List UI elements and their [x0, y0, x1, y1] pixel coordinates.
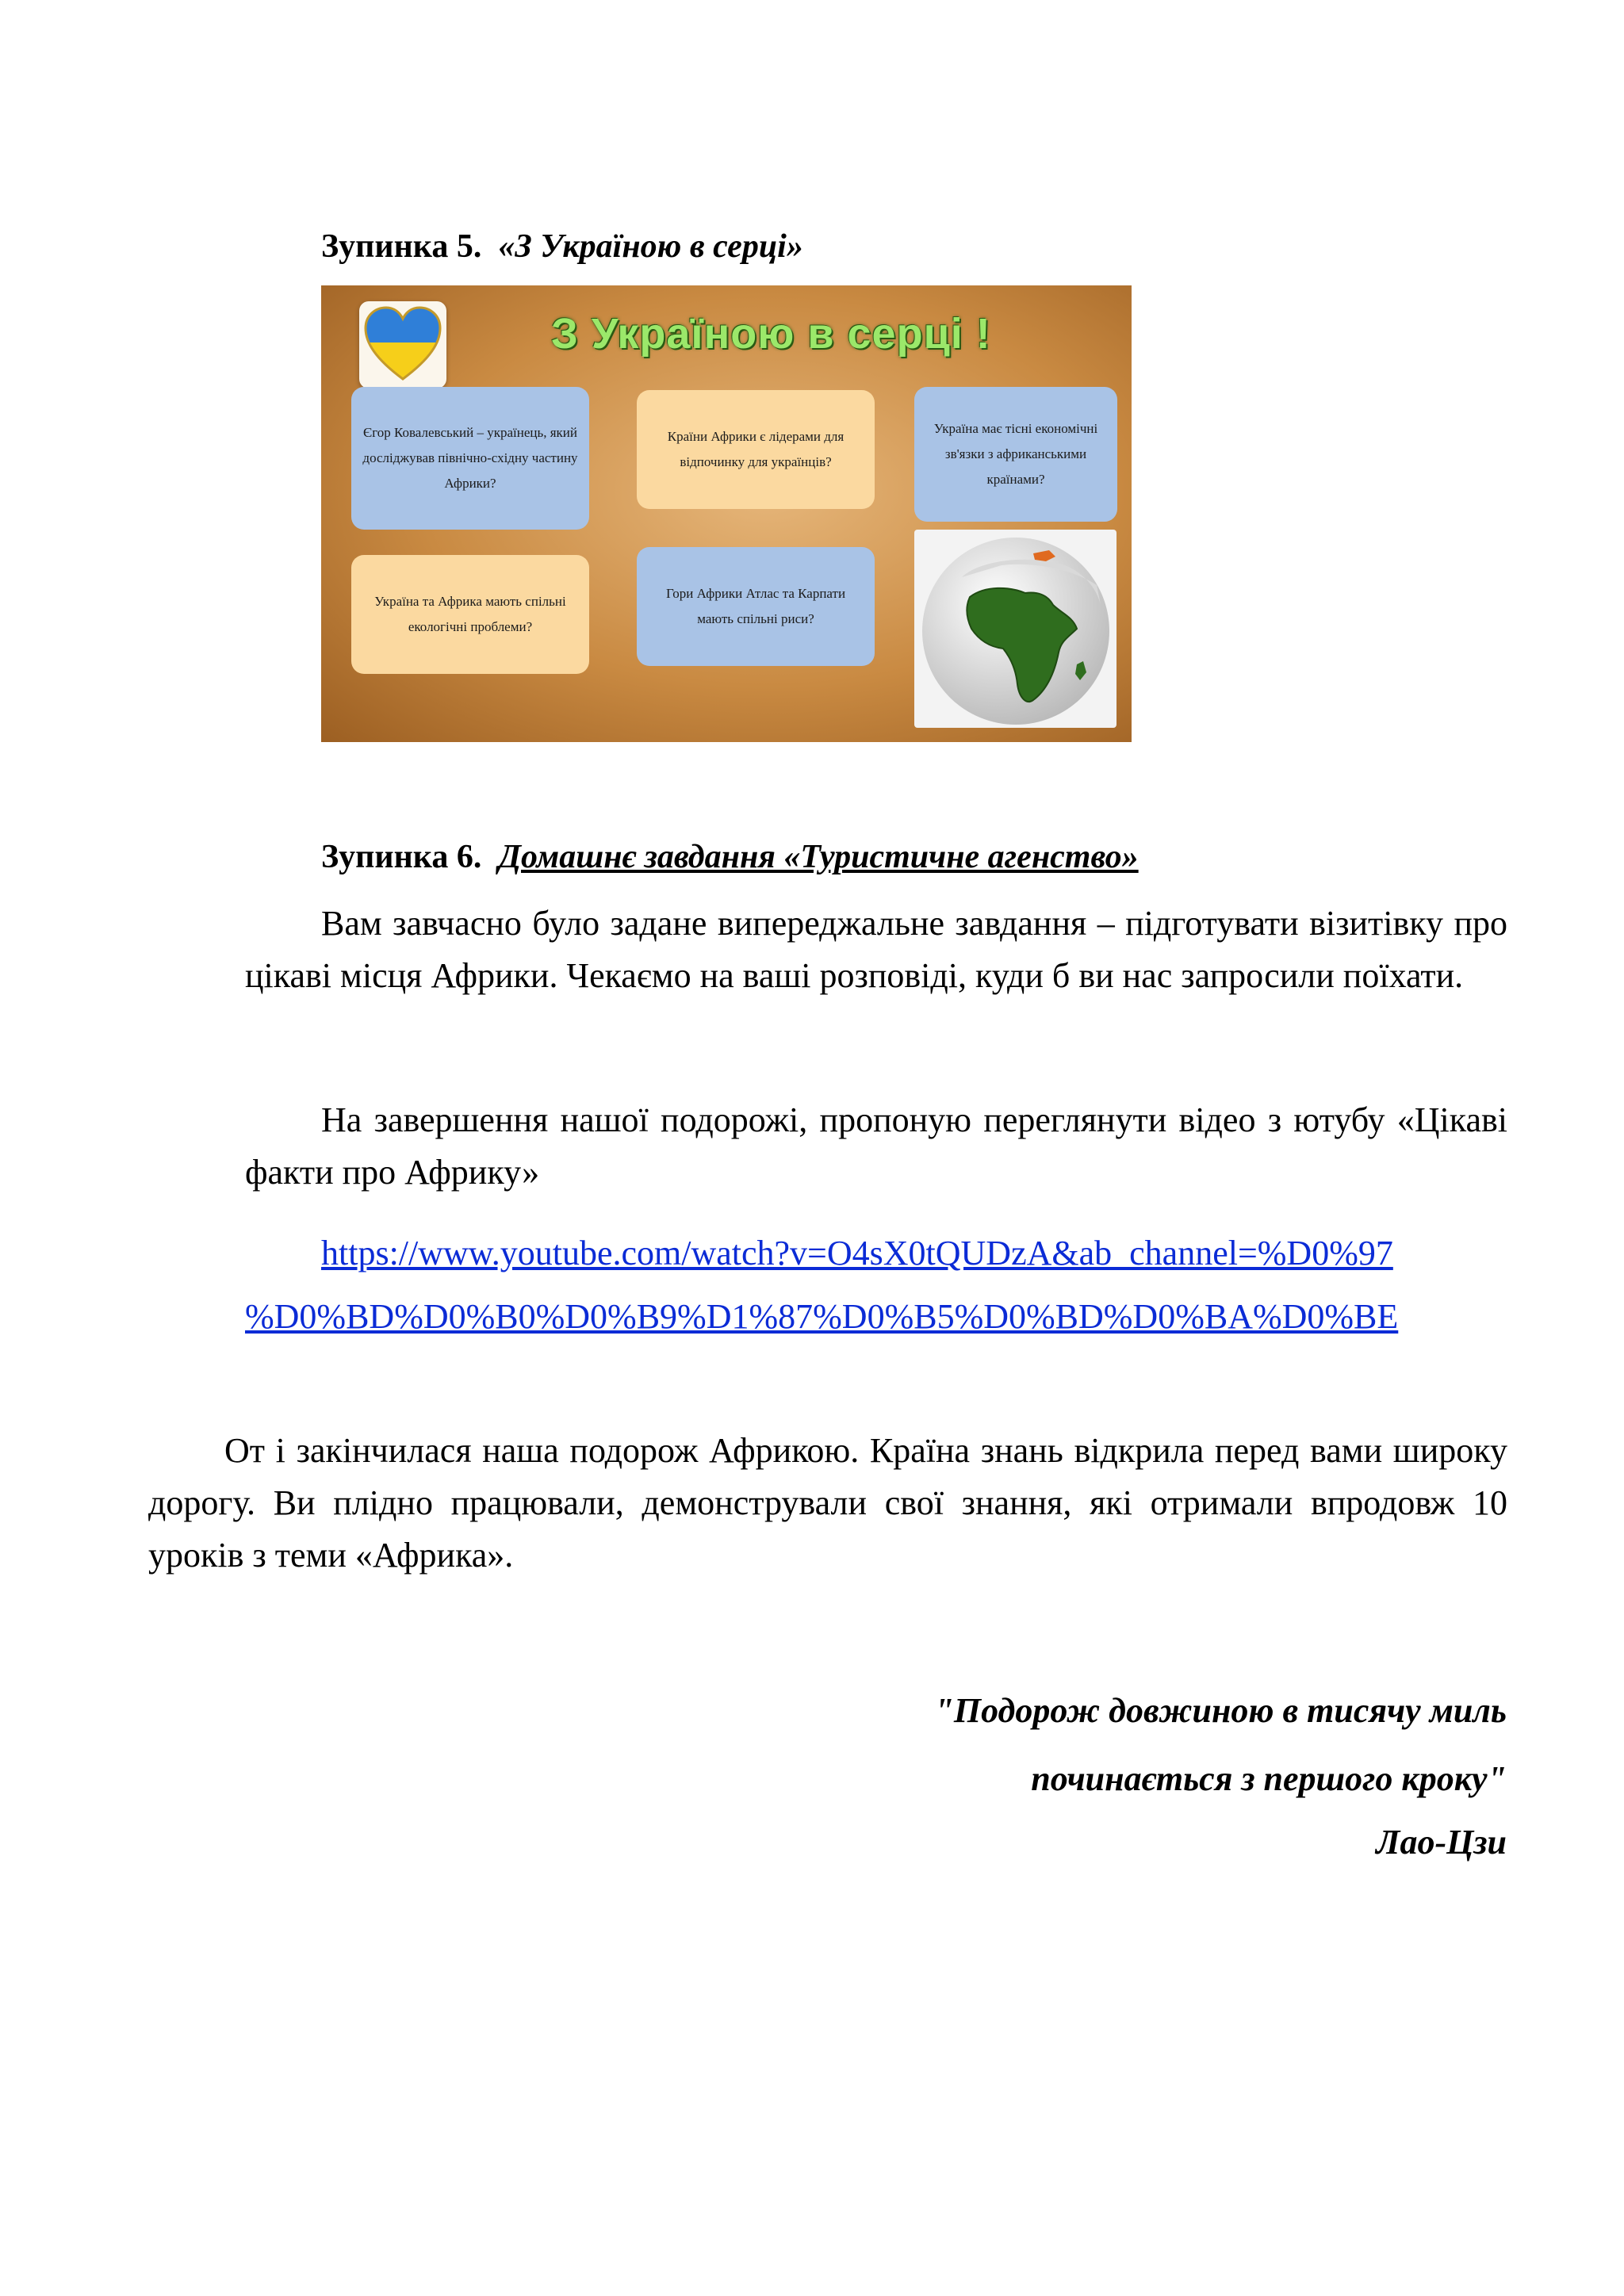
youtube-link-line-1[interactable]: https://www.youtube.com/watch?v=O4sX0tQUDzA&ab_channel=%D0%97 [321, 1234, 1393, 1272]
slide-box-4: Україна та Африка мають спільні екологічні проблеми? [351, 555, 589, 674]
slide-box-3: Україна має тісні економічні зв'язки з африканськими країнами? [914, 387, 1117, 522]
slide-title: З Україною в серці ! [551, 310, 991, 358]
homework-paragraph: Вам завчасно було задане випереджальне завдання – підготувати візитівку про цікаві місця Африки. Чекаємо на ваші розповіді, куди б ви нас запросили поїхати. [245, 904, 1507, 995]
stop6-title: Домашнє завдання «Туристичне агенство» [498, 839, 1139, 875]
slide-box-5: Гори Африки Атлас та Карпати мають спільні риси? [637, 547, 875, 666]
slide-box-2: Країни Африки є лідерами для відпочинку для українців? [637, 390, 875, 509]
video-paragraph: На завершення нашої подорожі, пропоную переглянути відео з ютубу «Цікаві факти про Африку» [245, 1100, 1507, 1192]
youtube-link-line-2[interactable]: %D0%BD%D0%B0%D0%B9%D1%87%D0%B5%D0%BD%D0%BA%D0%BE [245, 1297, 1399, 1336]
stop6-label: Зупинка 6. [321, 839, 482, 875]
stop5-heading [321, 230, 803, 263]
ukraine-heart-icon [359, 301, 446, 388]
quote-line-1: "Подорож довжиною в тисячу миль [934, 1691, 1507, 1730]
stop6-heading [321, 840, 1139, 874]
quote-line-2: починається з першого кроку" [1031, 1759, 1507, 1798]
slide-box-1: Єгор Ковалевський – українець, який досліджував північно-східну частину Африки? [351, 387, 589, 530]
stop5-label: Зупинка 5. [321, 228, 482, 265]
stop5-title: «З Україною в серці» [498, 228, 803, 265]
closing-paragraph: От і закінчилася наша подорож Африкою. Країна знань відкрила перед вами широку дорогу. Ви плідно працювали, демонстрували свої знання, які отримали впродовж 10 уроків з теми «Африка». [148, 1431, 1507, 1575]
slide-image [321, 285, 1132, 742]
quote-author: Лао-Цзи [1376, 1823, 1507, 1862]
africa-globe-image [914, 530, 1116, 728]
